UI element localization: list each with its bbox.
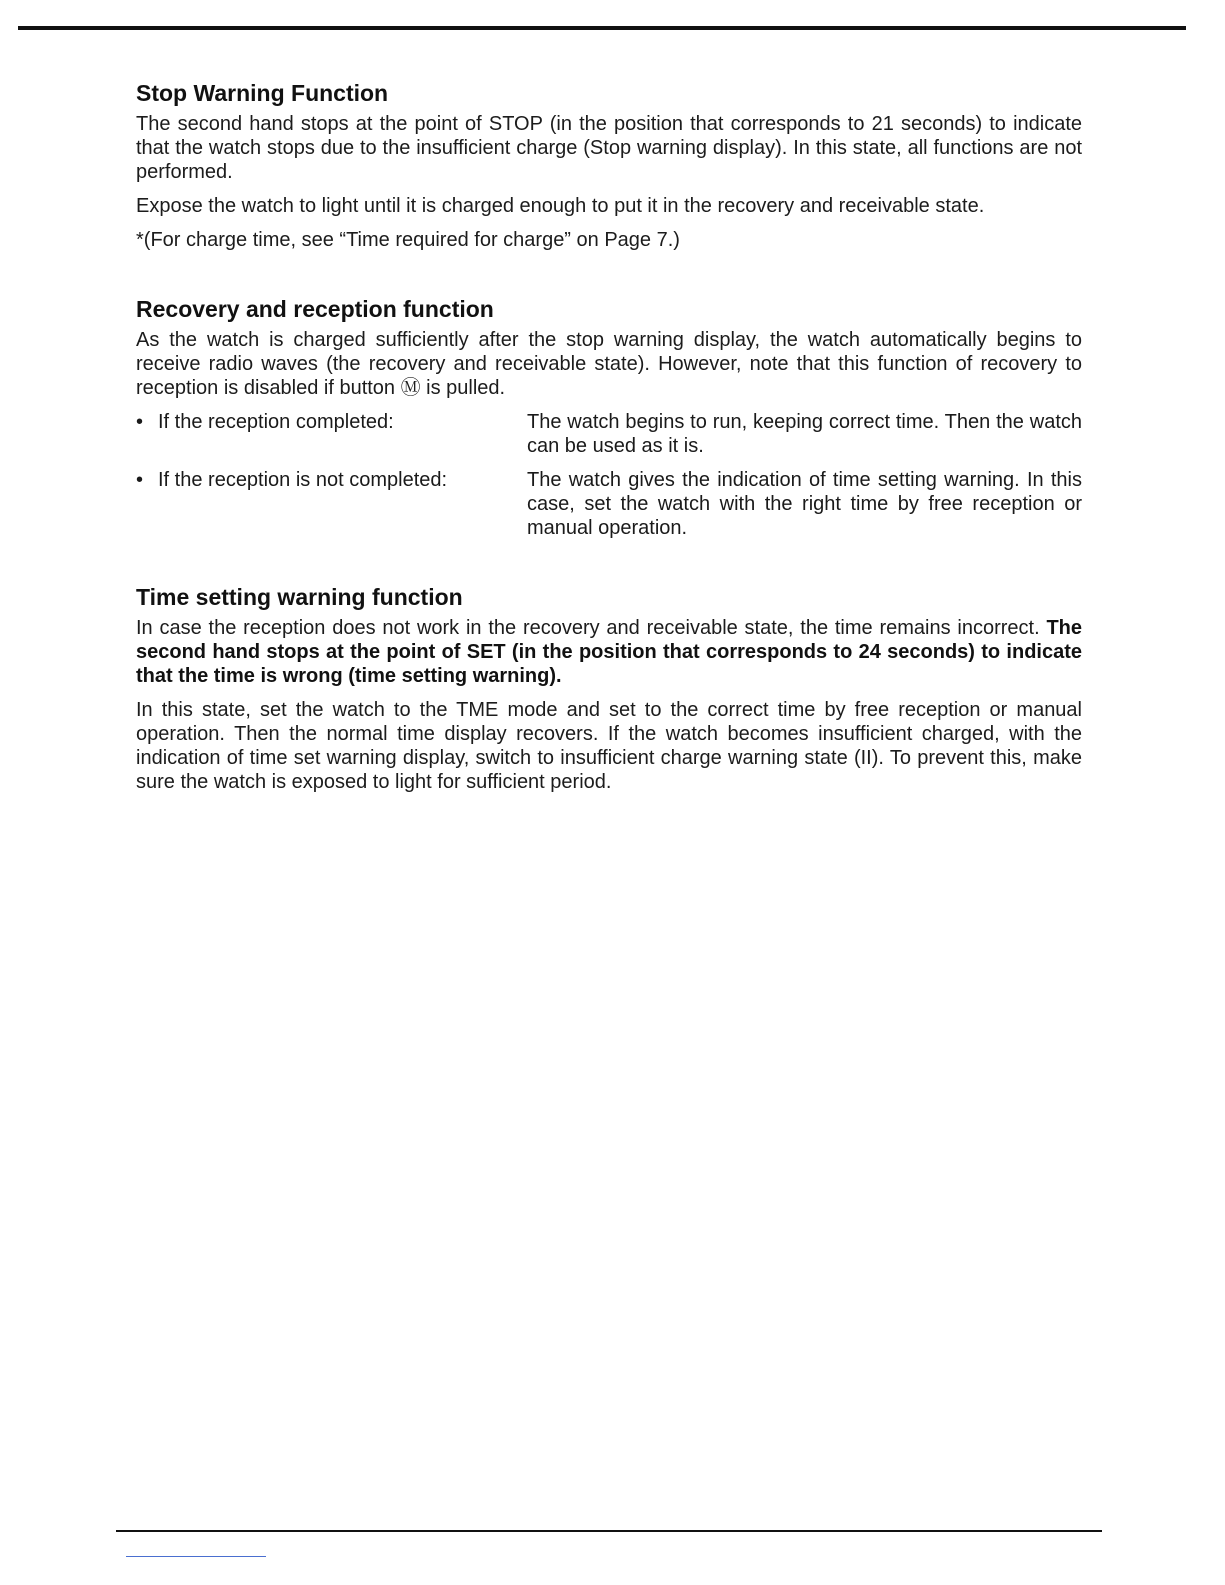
time-setting-paragraph-2: In this state, set the watch to the TME mode and set to the correct time by free reception or manual operation. Then the normal time display recovers. If the watch becomes insufficient charged, with the indication of time set warning display, switch to insufficient charge warning state (II). To prevent this, make sure the watch is exposed to light for sufficient period. xyxy=(136,699,1082,793)
time-setting-emphasis: The second hand stops at the point of SET (in the position that corresponds to 24 seconds) to indicate that the time is wrong (time setting warning). xyxy=(136,617,1082,687)
stop-warning-charge-note: *(For charge time, see “Time required for charge” on Page 7.) xyxy=(136,229,680,251)
bullet-result: The watch begins to run, keeping correct time. Then the watch can be used as it is. xyxy=(527,411,1082,457)
bullet-condition: If the reception is not completed: xyxy=(158,469,448,491)
stop-warning-section xyxy=(136,78,1082,252)
m-button-icon: Ⓜ xyxy=(400,377,421,399)
recovery-text-start: As the watch is charged sufficiently after the stop warning display, the watch automatically begins to receive radio waves (the recovery and receivable state). However, note that this function of recovery to reception is disabled if button xyxy=(136,329,1082,399)
top-rule xyxy=(18,26,1186,30)
time-setting-text: In case the reception does not work in the recovery and receivable state, the time remains incorrect. xyxy=(136,617,1047,639)
footer-link-underline xyxy=(126,1556,266,1557)
stop-warning-paragraph-1: The second hand stops at the point of STOP (in the position that corresponds to 21 seconds) to indicate that the watch stops due to the insufficient charge (Stop warning display). In this state, all functions are not performed. xyxy=(136,113,1082,183)
recovery-text-end: is pulled. xyxy=(420,377,506,399)
bullet-reception-not-completed xyxy=(136,468,1082,540)
bullet-icon: • xyxy=(136,469,144,491)
bullet-condition: If the reception completed: xyxy=(158,411,394,433)
bullet-reception-completed xyxy=(136,410,1082,458)
recovery-heading: Recovery and reception function xyxy=(136,296,494,322)
page-content xyxy=(136,78,1082,794)
time-setting-section xyxy=(136,582,1082,794)
time-setting-paragraph-1 xyxy=(136,616,1082,688)
recovery-paragraph xyxy=(136,328,1082,400)
time-setting-heading: Time setting warning function xyxy=(136,584,463,610)
bullet-icon: • xyxy=(136,411,144,433)
bottom-rule xyxy=(116,1530,1102,1532)
bullet-result: The watch gives the indication of time setting warning. In this case, set the watch with the right time by free reception or manual operation. xyxy=(527,469,1082,539)
stop-warning-heading: Stop Warning Function xyxy=(136,80,389,106)
stop-warning-paragraph-2: Expose the watch to light until it is charged enough to put it in the recovery and receivable state. xyxy=(136,195,985,217)
recovery-section xyxy=(136,294,1082,540)
